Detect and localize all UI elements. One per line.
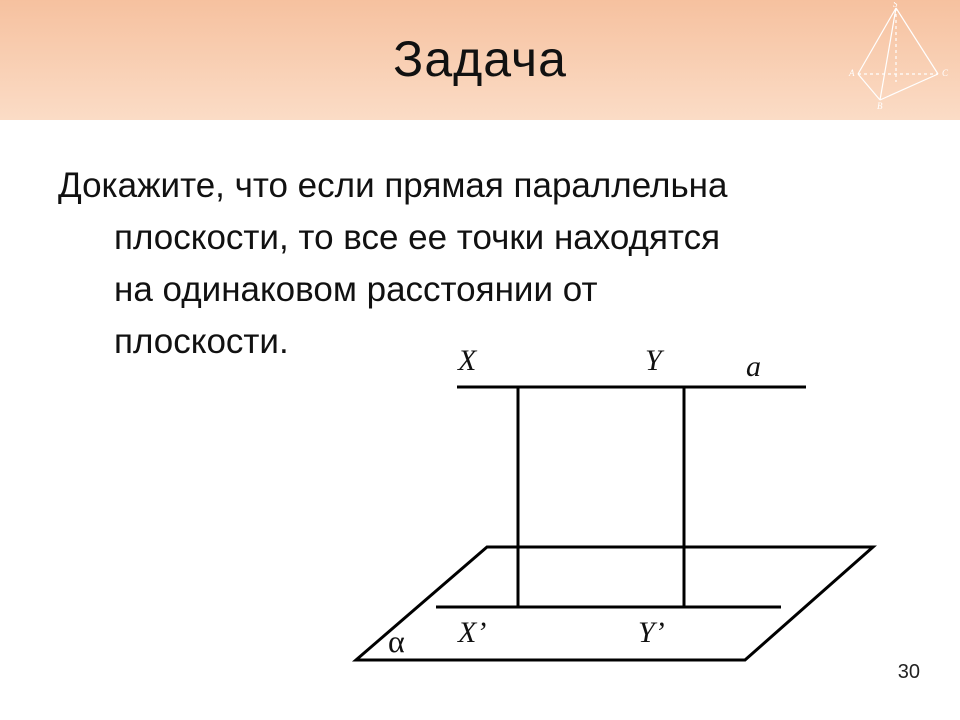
pyramid-vertex-c: C	[942, 68, 949, 78]
label-y-proj: Y’	[638, 616, 665, 649]
page-number: 30	[897, 661, 920, 683]
label-x-proj: X’	[458, 616, 487, 649]
label-line-a: a	[746, 350, 761, 383]
label-x: X	[458, 344, 477, 377]
pyramid-edge	[858, 74, 880, 100]
pyramid-vertex-a: A	[849, 68, 855, 78]
label-y: Y	[645, 344, 662, 377]
pyramid-edge	[880, 74, 938, 100]
pyramid-icon	[840, 2, 958, 110]
pyramid-edge	[896, 8, 938, 74]
plane-alpha	[356, 547, 873, 660]
pyramid-vertex-b: B	[877, 101, 883, 110]
statement-line: плоскости, то все ее точки находятся	[114, 218, 721, 257]
geometry-diagram	[340, 330, 900, 670]
statement-line: плоскости.	[114, 322, 289, 361]
label-plane-alpha: α	[388, 623, 405, 659]
slide-title: Задача	[393, 31, 567, 87]
statement-line: Докажите, что если прямая параллельна	[58, 166, 728, 205]
pyramid-vertex-s: S	[893, 2, 898, 9]
statement-line: на одинаковом расстоянии от	[114, 270, 598, 309]
